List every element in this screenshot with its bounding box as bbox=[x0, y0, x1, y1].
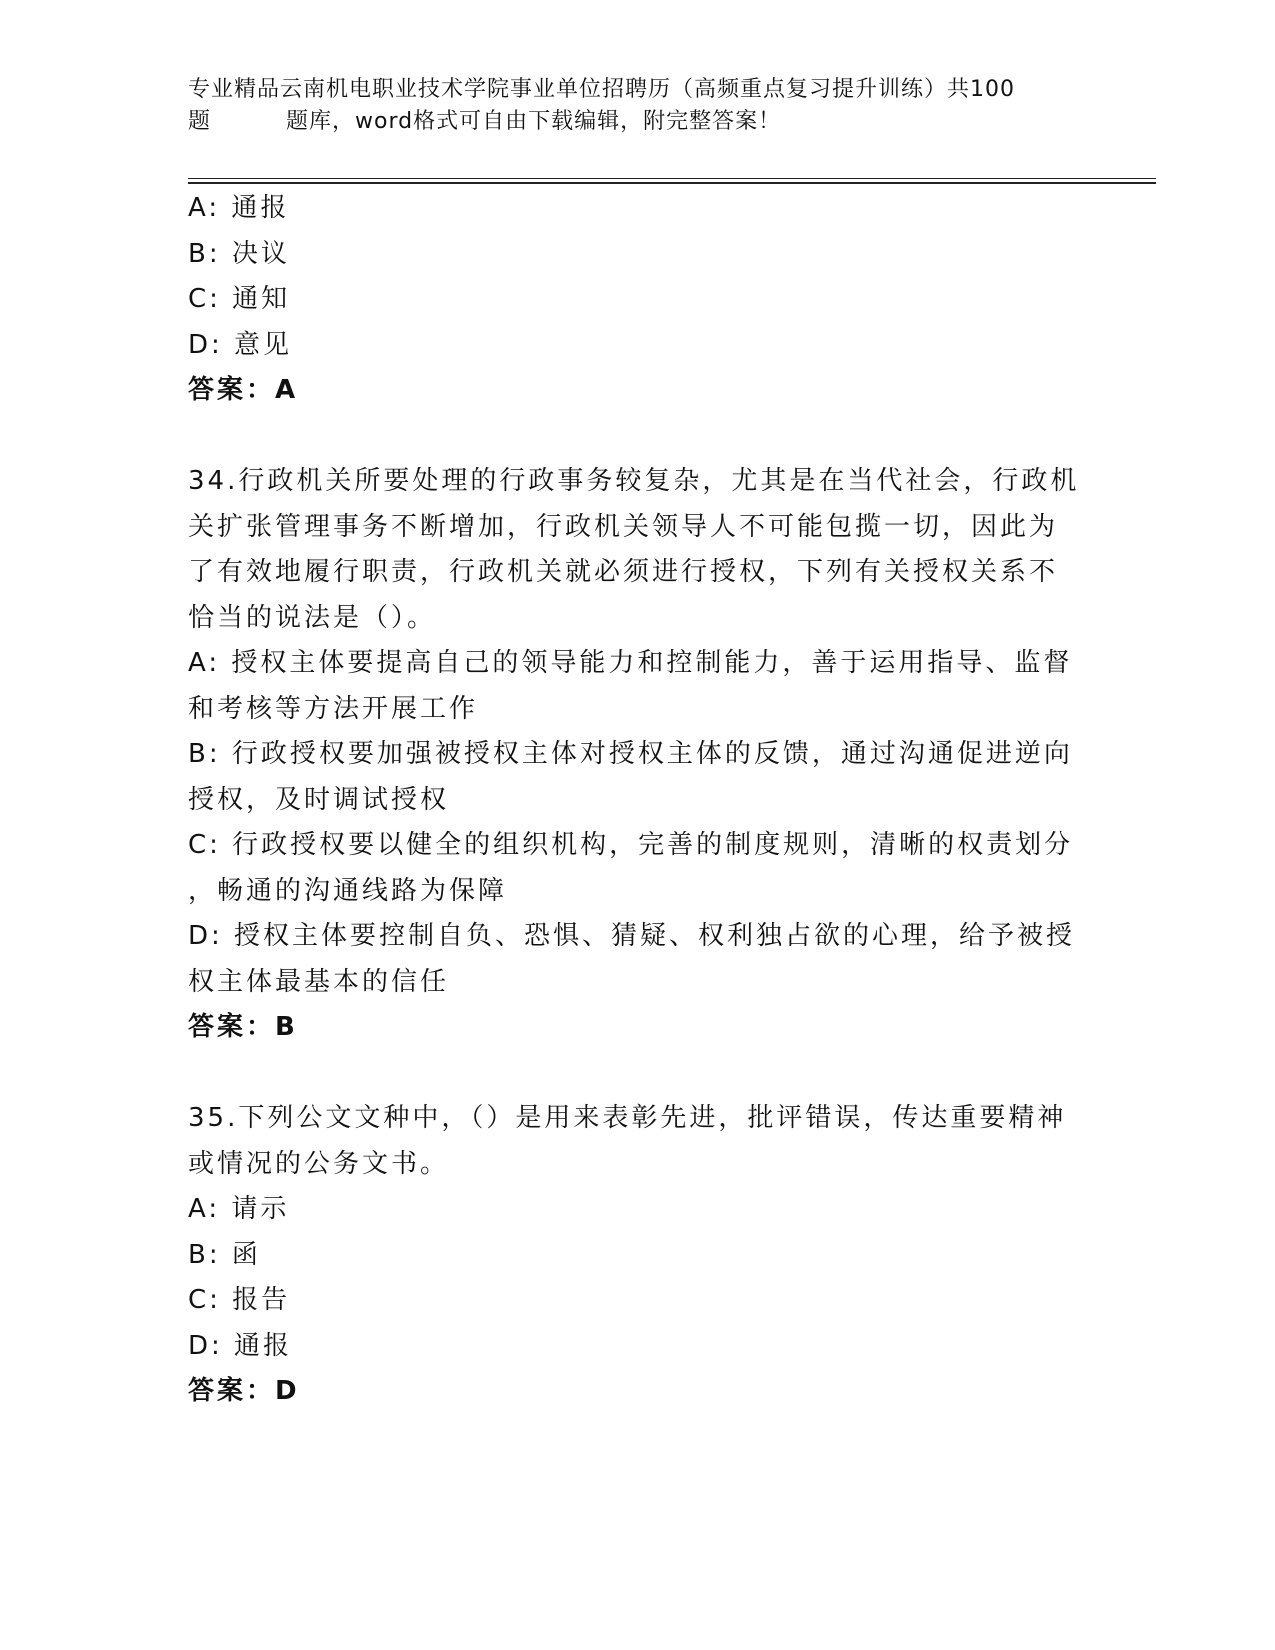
header-title-line-1: 专业精品云南机电职业技术学院事业单位招聘历（高频重点复习提升训练）共100 bbox=[188, 77, 1015, 102]
question-33-continuation bbox=[188, 186, 1083, 414]
option-text-line: ，畅通的沟通线路为保障 bbox=[188, 875, 508, 906]
question-text-line: 34.行政机关所要处理的行政事务较复杂，尤其是在当代社会，行政机 bbox=[188, 466, 1080, 496]
header-divider-thick bbox=[188, 182, 1156, 184]
question-text-line: 或情况的公务文书。 bbox=[188, 1148, 450, 1179]
option-d: D: 通报 bbox=[188, 1330, 293, 1361]
option-a: A: 通报 bbox=[188, 193, 290, 223]
question-spacer bbox=[188, 414, 1083, 460]
option-c bbox=[188, 823, 1083, 914]
option-c: C: 报告 bbox=[188, 1285, 291, 1315]
header-divider-thin bbox=[188, 178, 1156, 179]
option-text-line: 权主体最基本的信任 bbox=[188, 966, 450, 997]
document-body bbox=[188, 186, 1083, 1415]
option-c: C: 通知 bbox=[188, 284, 291, 314]
option-b: B: 函 bbox=[188, 1239, 261, 1270]
option-b: B: 决议 bbox=[188, 238, 290, 269]
question-34 bbox=[188, 459, 1083, 1051]
option-text-line: D: 授权主体要控制自负、恐惧、猜疑、权利独占欲的心理，给予被授 bbox=[188, 921, 1076, 951]
option-a: A: 请示 bbox=[188, 1194, 290, 1224]
option-b bbox=[188, 732, 1083, 823]
document-header bbox=[188, 74, 1088, 138]
option-text-line: C: 行政授权要以健全的组织机构，完善的制度规则，清晰的权责划分 bbox=[188, 830, 1074, 860]
header-title-line-2-text: 题库，word格式可自由下载编辑，附完整答案！ bbox=[286, 109, 782, 134]
header-title-line-2 bbox=[188, 106, 1088, 138]
question-spacer bbox=[188, 1051, 1083, 1097]
question-text-line: 关扩张管理事务不断增加，行政机关领导人不可能包揽一切，因此为 bbox=[188, 511, 1059, 542]
answer-line: 答案：A bbox=[188, 375, 299, 405]
option-text-line: B: 行政授权要加强被授权主体对授权主体的反馈，通过沟通促进逆向 bbox=[188, 739, 1073, 769]
option-d: D: 意见 bbox=[188, 329, 293, 360]
option-text-line: A: 授权主体要提高自己的领导能力和控制能力，善于运用指导、监督 bbox=[188, 648, 1073, 678]
question-text-line: 了有效地履行职责，行政机关就必须进行授权，下列有关授权关系不 bbox=[188, 557, 1059, 587]
question-text-line: 恰当的说法是（）。 bbox=[188, 602, 437, 633]
question-35 bbox=[188, 1096, 1083, 1415]
option-text-line: 和考核等方法开展工作 bbox=[188, 693, 479, 724]
answer-line: 答案：D bbox=[188, 1376, 300, 1406]
option-text-line: 授权，及时调试授权 bbox=[188, 784, 450, 815]
answer-line: 答案：B bbox=[188, 1012, 298, 1042]
option-d bbox=[188, 914, 1083, 1005]
option-a bbox=[188, 641, 1083, 732]
header-title-line-2-prefix: 题 bbox=[188, 109, 212, 134]
question-text-line: 35.下列公文文种中，（）是用来表彰先进，批评错误，传达重要精神 bbox=[188, 1103, 1067, 1133]
